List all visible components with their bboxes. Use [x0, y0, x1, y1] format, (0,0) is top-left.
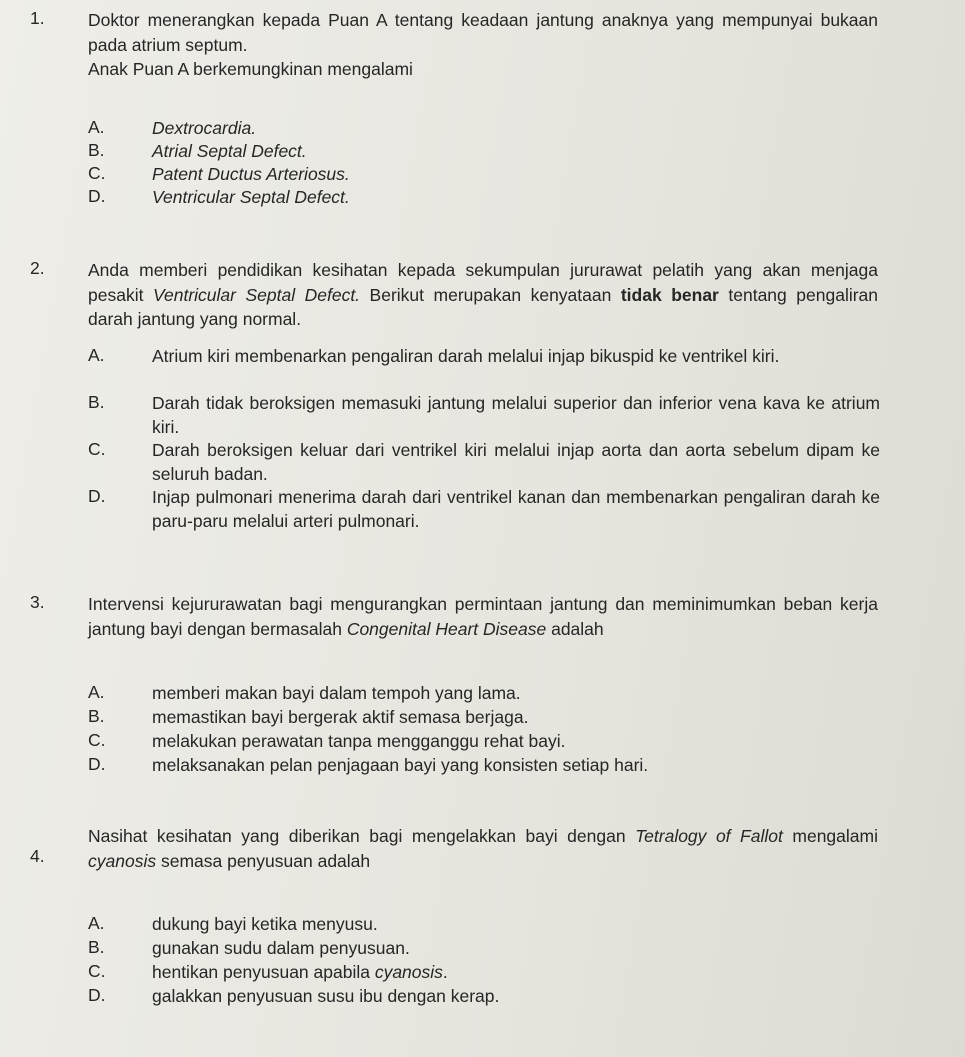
option-text: Atrial Septal Defect. — [152, 141, 307, 161]
option-letter: A. — [88, 345, 105, 365]
stem-italic-text: Ventricular Septal Defect. — [152, 284, 361, 305]
option-letter: D. — [88, 486, 106, 506]
stem-italic-text: cyanosis — [88, 850, 157, 871]
option-text: Atrium kiri membenarkan pengaliran darah melalui injap bikuspid ke ventrikel kiri. — [152, 346, 780, 366]
option-text: Ventricular Septal Defect. — [152, 187, 350, 207]
option-text — [152, 961, 880, 985]
question-stem — [88, 8, 878, 82]
stem-bold-text: tidak benar — [620, 284, 719, 305]
option-text: Dextrocardia. — [152, 118, 257, 138]
stem-italic-text: Tetralogy of Fallot — [635, 826, 783, 846]
stem-text: tentang pengaliran darah jantung yang normal. — [88, 284, 879, 329]
stem-text: Berikut merupakan kenyataan — [360, 284, 621, 305]
option-letter: B. — [88, 706, 105, 726]
question-number: 2. — [30, 258, 45, 278]
option-letter: B. — [88, 937, 105, 957]
option-text: memberi makan bayi dalam tempoh yang lama. — [152, 683, 521, 703]
option-letter: D. — [88, 754, 106, 774]
option-letter: D. — [88, 985, 106, 1005]
question-stem — [88, 258, 878, 332]
option-text: galakkan penyusuan susu ibu dengan kerap. — [152, 986, 500, 1006]
stem-text: Nasihat kesihatan yang diberikan bagi mengelakkan bayi dengan — [88, 826, 636, 846]
option-text: Patent Ductus Arteriosus. — [152, 164, 350, 184]
question-number: 4. — [30, 846, 45, 866]
option-text: memastikan bayi bergerak aktif semasa berjaga. — [152, 707, 529, 727]
question-stem-line: Anak Puan A berkemungkinan mengalami — [88, 59, 413, 79]
option-letter: A. — [88, 117, 105, 137]
option-text: Darah tidak beroksigen memasuki jantung melalui superior dan inferior vena kava ke atrium kiri. — [152, 393, 880, 437]
question-stem-line: Doktor menerangkan kepada Puan A tentang keadaan jantung anaknya yang mempunyai bukaan pada atrium septum. — [88, 10, 878, 55]
stem-text: Anda memberi pendidikan kesihatan kepada sekumpulan jururawat pelatih yang akan menjaga pesakit — [88, 260, 878, 305]
option-letter: A. — [88, 913, 105, 933]
stem-italic-text: Congenital Heart Disease — [346, 618, 547, 639]
stem-text: adalah — [546, 618, 604, 639]
option-letter: C. — [88, 439, 106, 459]
option-text: melaksanakan pelan penjagaan bayi yang konsisten setiap hari. — [152, 755, 649, 775]
option-text-part: hentikan penyusuan apabila — [152, 962, 375, 982]
question-number: 3. — [30, 592, 45, 612]
option-text: melakukan perawatan tanpa mengganggu rehat bayi. — [152, 731, 566, 751]
option-letter: B. — [88, 140, 105, 160]
question-stem — [88, 824, 878, 873]
option-text-part: . — [442, 962, 448, 982]
question-stem — [88, 592, 878, 641]
option-letter: C. — [88, 961, 106, 981]
option-text: gunakan sudu dalam penyusuan. — [152, 938, 410, 958]
stem-text: Intervensi kejururawatan bagi mengurangkan permintaan jantung dan meminimumkan beban kerja jantung bayi dengan bermasalah — [88, 594, 878, 639]
option-text-italic: cyanosis — [374, 962, 443, 982]
stem-text: semasa penyusuan adalah — [156, 850, 371, 871]
option-letter: A. — [88, 682, 105, 702]
option-text: Darah beroksigen keluar dari ventrikel kiri melalui injap aorta dan aorta sebelum dipam ke seluruh badan. — [152, 440, 880, 484]
option-letter: D. — [88, 186, 106, 206]
option-text: Injap pulmonari menerima darah dari ventrikel kanan dan membenarkan pengaliran darah ke paru-paru melalui arteri pulmonari. — [152, 487, 880, 531]
option-letter: C. — [88, 730, 106, 750]
option-letter: B. — [88, 392, 105, 412]
stem-text: mengalami — [782, 826, 878, 846]
question-number: 1. — [30, 8, 45, 28]
option-text: dukung bayi ketika menyusu. — [152, 914, 378, 934]
option-letter: C. — [88, 163, 106, 183]
